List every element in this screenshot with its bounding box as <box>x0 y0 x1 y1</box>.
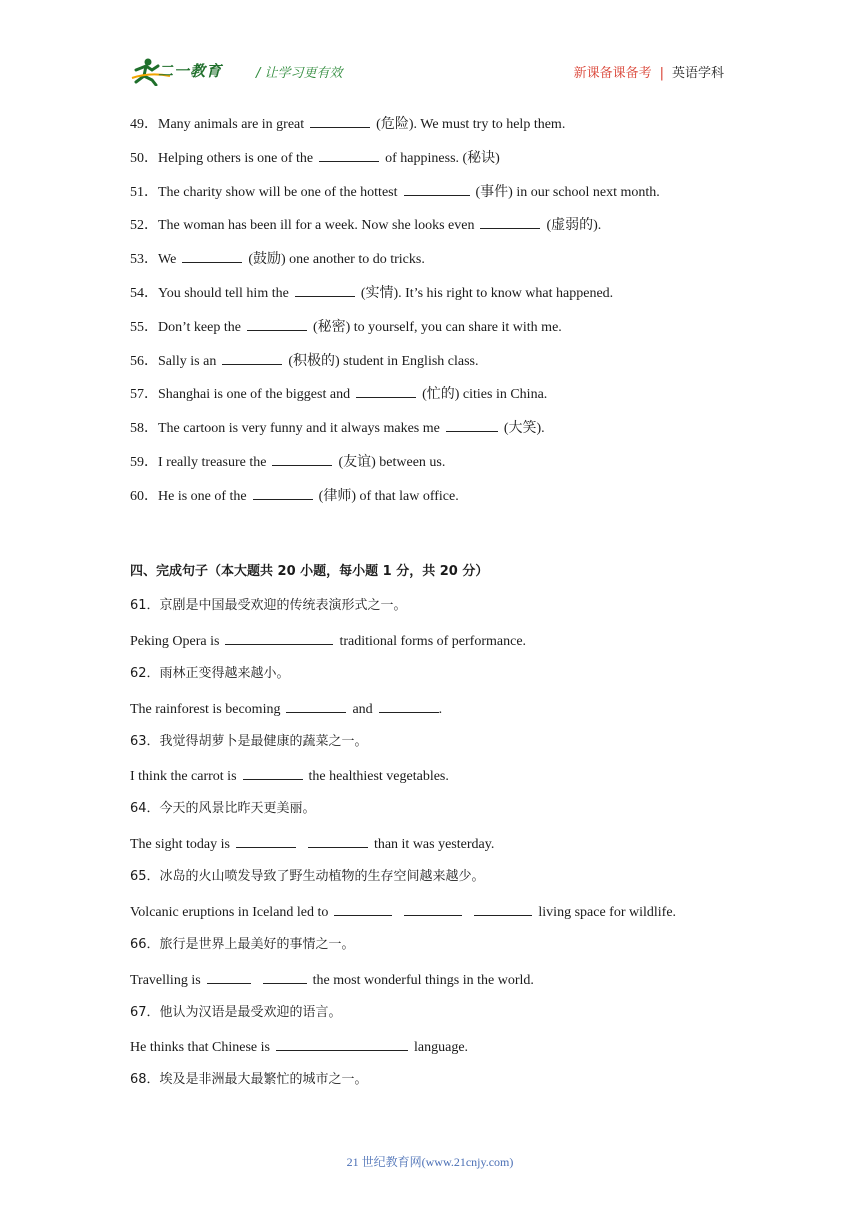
question-56: 56．Sally is an (积极的) student in English class. <box>130 350 479 372</box>
answer-blank[interactable] <box>480 214 540 229</box>
question-51: 51．The charity show will be one of the hottest (事件) in our school next month. <box>130 181 660 203</box>
q64-english: The sight today is than it was yesterday. <box>130 833 494 855</box>
answer-blank[interactable] <box>308 833 368 848</box>
q62-english: The rainforest is becoming and . <box>130 698 442 720</box>
question-57: 57．Shanghai is one of the biggest and (忙的) cities in China. <box>130 383 547 405</box>
header-subject <box>574 62 724 81</box>
answer-blank[interactable] <box>474 901 532 916</box>
answer-blank[interactable] <box>253 485 313 500</box>
logo-text: 二一教育 <box>158 62 223 80</box>
header-separator: | <box>659 66 664 81</box>
slogan: / 让学习更有效 <box>256 66 343 81</box>
question-52: 52．The woman has been ill for a week. Now she looks even (虚弱的). <box>130 214 601 236</box>
answer-blank[interactable] <box>182 248 242 263</box>
question-54: 54．You should tell him the (实情). It’s his right to know what happened. <box>130 282 613 304</box>
q66-english: Travelling is the most wonderful things in the world. <box>130 969 534 991</box>
q63-chinese: 63．我觉得胡萝卜是最健康的蔬菜之一。 <box>130 734 368 749</box>
q67-english: He thinks that Chinese is language. <box>130 1036 468 1058</box>
question-59: 59．I really treasure the (友谊) between us. <box>130 451 445 473</box>
question-60: 60．He is one of the (律师) of that law office. <box>130 485 459 507</box>
answer-blank[interactable] <box>356 383 416 398</box>
question-58: 58．The cartoon is very funny and it always makes me (大笑). <box>130 417 545 439</box>
answer-blank[interactable] <box>319 147 379 162</box>
q61-english: Peking Opera is traditional forms of performance. <box>130 630 526 652</box>
answer-blank[interactable] <box>222 350 282 365</box>
answer-blank[interactable] <box>379 698 439 713</box>
answer-blank[interactable] <box>236 833 296 848</box>
q67-chinese: 67．他认为汉语是最受欢迎的语言。 <box>130 1005 342 1020</box>
page-header <box>130 52 730 92</box>
header-subject-label: 英语学科 <box>671 66 724 81</box>
q61-chinese: 61．京剧是中国最受欢迎的传统表演形式之一。 <box>130 598 407 613</box>
answer-blank[interactable] <box>295 282 355 297</box>
q63-english: I think the carrot is the healthiest vegetables. <box>130 765 449 787</box>
answer-blank[interactable] <box>286 698 346 713</box>
q62-chinese: 62．雨林正变得越来越小。 <box>130 666 290 681</box>
answer-blank[interactable] <box>276 1036 408 1051</box>
question-50: 50．Helping others is one of the of happiness. (秘诀) <box>130 147 500 169</box>
q64-chinese: 64．今天的风景比昨天更美丽。 <box>130 801 316 816</box>
answer-blank[interactable] <box>334 901 392 916</box>
q66-chinese: 66．旅行是世界上最美好的事情之一。 <box>130 937 355 952</box>
answer-blank[interactable] <box>225 630 333 645</box>
answer-blank[interactable] <box>207 969 251 984</box>
q68-chinese: 68．埃及是非洲最大最繁忙的城市之一。 <box>130 1072 368 1087</box>
header-course-label: 新课备课备考 <box>573 66 652 81</box>
page-footer: 21 世纪教育网(www.21cnjy.com) <box>346 1155 514 1169</box>
answer-blank[interactable] <box>247 316 307 331</box>
answer-blank[interactable] <box>272 451 332 466</box>
answer-blank[interactable] <box>310 113 370 128</box>
answer-blank[interactable] <box>404 901 462 916</box>
answer-blank[interactable] <box>446 417 498 432</box>
section-4-title: 四、完成句子（本大题共 20 小题，每小题 1 分，共 20 分） <box>130 564 489 579</box>
question-49: 49．Many animals are in great (危险). We must try to help them. <box>130 113 565 135</box>
answer-blank[interactable] <box>263 969 307 984</box>
question-53: 53．We (鼓励) one another to do tricks. <box>130 248 425 270</box>
answer-blank[interactable] <box>404 181 470 196</box>
q65-english: Volcanic eruptions in Iceland led to living space for wildlife. <box>130 901 676 923</box>
answer-blank[interactable] <box>243 765 303 780</box>
question-55: 55．Don’t keep the (秘密) to yourself, you can share it with me. <box>130 316 562 338</box>
q65-chinese: 65．冰岛的火山喷发导致了野生动植物的生存空间越来越少。 <box>130 869 485 884</box>
